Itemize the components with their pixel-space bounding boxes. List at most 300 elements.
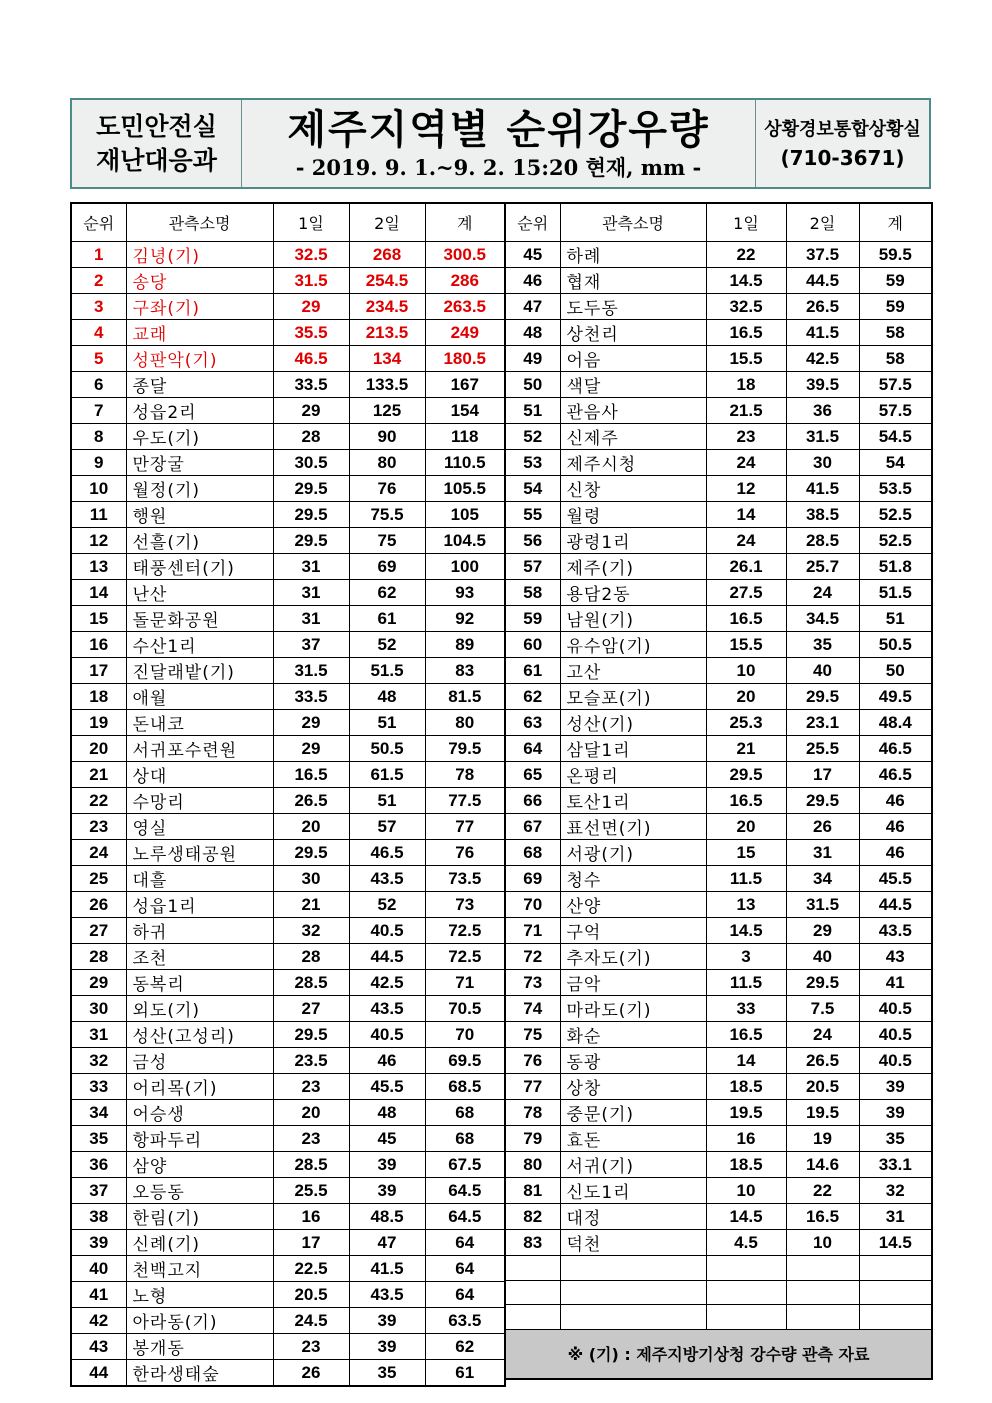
station-cell: 성판악(기) [126, 346, 273, 372]
table-row [71, 788, 505, 814]
day2-cell: 34.5 [786, 606, 859, 632]
table-row [505, 1048, 932, 1074]
station-cell: 우도(기) [126, 424, 273, 450]
empty-row [505, 1256, 932, 1281]
day1-cell: 30.5 [273, 450, 349, 476]
total-cell: 48.4 [859, 710, 932, 736]
total-cell: 49.5 [859, 684, 932, 710]
rank-cell: 77 [505, 1074, 560, 1100]
table-row [505, 1178, 932, 1204]
table-row [505, 892, 932, 918]
total-cell: 71 [425, 970, 505, 996]
day1-cell: 19.5 [706, 1100, 786, 1126]
table-row [71, 476, 505, 502]
col-day1: 1일 [273, 203, 349, 242]
day2-cell: 48 [349, 684, 425, 710]
station-cell: 외도(기) [126, 996, 273, 1022]
day1-cell: 33 [706, 996, 786, 1022]
total-cell: 61 [425, 1360, 505, 1387]
total-cell: 43.5 [859, 918, 932, 944]
total-cell: 32 [859, 1178, 932, 1204]
day2-cell: 25.7 [786, 554, 859, 580]
total-cell: 89 [425, 632, 505, 658]
station-cell: 색달 [560, 372, 706, 398]
total-cell: 64 [425, 1282, 505, 1308]
table-row [71, 762, 505, 788]
table-row [71, 554, 505, 580]
day2-cell: 62 [349, 580, 425, 606]
table-row [505, 1022, 932, 1048]
rank-cell: 81 [505, 1178, 560, 1204]
day2-cell: 46.5 [349, 840, 425, 866]
rank-cell: 9 [71, 450, 126, 476]
day2-cell: 268 [349, 242, 425, 268]
total-cell: 118 [425, 424, 505, 450]
table-row [71, 450, 505, 476]
day2-cell: 39 [349, 1178, 425, 1204]
rank-cell: 18 [71, 684, 126, 710]
station-cell: 신도1리 [560, 1178, 706, 1204]
station-cell: 제주시청 [560, 450, 706, 476]
day2-cell: 45.5 [349, 1074, 425, 1100]
rank-cell: 55 [505, 502, 560, 528]
day2-cell: 24 [786, 1022, 859, 1048]
total-cell: 64.5 [425, 1178, 505, 1204]
rank-cell: 29 [71, 970, 126, 996]
table-row [71, 528, 505, 554]
day1-cell: 16.5 [706, 1022, 786, 1048]
rank-cell: 49 [505, 346, 560, 372]
station-cell: 모슬포(기) [560, 684, 706, 710]
rank-cell: 19 [71, 710, 126, 736]
day2-cell: 14.6 [786, 1152, 859, 1178]
report-header [70, 98, 931, 189]
table-row [505, 970, 932, 996]
total-cell: 105 [425, 502, 505, 528]
total-cell: 35 [859, 1126, 932, 1152]
day2-cell: 31.5 [786, 892, 859, 918]
rank-cell: 72 [505, 944, 560, 970]
station-cell: 표선면(기) [560, 814, 706, 840]
table-row [71, 736, 505, 762]
station-cell: 한림(기) [126, 1204, 273, 1230]
empty-cell [505, 1305, 560, 1330]
day1-cell: 14 [706, 1048, 786, 1074]
station-cell: 제주(기) [560, 554, 706, 580]
day2-cell: 42.5 [786, 346, 859, 372]
table-row [505, 658, 932, 684]
org-line-1: 도민안전실 [96, 111, 217, 141]
total-cell: 51 [859, 606, 932, 632]
day2-cell: 26.5 [786, 294, 859, 320]
total-cell: 57.5 [859, 372, 932, 398]
table-row [71, 1204, 505, 1230]
day2-cell: 61 [349, 606, 425, 632]
day1-cell: 11.5 [706, 970, 786, 996]
table-row [71, 970, 505, 996]
empty-cell [786, 1280, 859, 1305]
rank-cell: 50 [505, 372, 560, 398]
col-total: 계 [859, 203, 932, 242]
rank-cell: 46 [505, 268, 560, 294]
total-cell: 77.5 [425, 788, 505, 814]
total-cell: 59.5 [859, 242, 932, 268]
day1-cell: 25.3 [706, 710, 786, 736]
day2-cell: 41.5 [349, 1256, 425, 1282]
table-row [505, 710, 932, 736]
day1-cell: 27.5 [706, 580, 786, 606]
office-phone: (710-3671) [780, 145, 905, 170]
rank-cell: 1 [71, 242, 126, 268]
station-cell: 동복리 [126, 970, 273, 996]
station-cell: 용담2동 [560, 580, 706, 606]
station-cell: 신창 [560, 476, 706, 502]
table-row [71, 1360, 505, 1387]
empty-cell [706, 1280, 786, 1305]
table-row [71, 1334, 505, 1360]
day1-cell: 29.5 [273, 528, 349, 554]
day1-cell: 26.5 [273, 788, 349, 814]
station-cell: 도두동 [560, 294, 706, 320]
day2-cell: 39.5 [786, 372, 859, 398]
rank-cell: 75 [505, 1022, 560, 1048]
table-row [71, 1230, 505, 1256]
day2-cell: 48.5 [349, 1204, 425, 1230]
table-row [505, 684, 932, 710]
day2-cell: 19.5 [786, 1100, 859, 1126]
day1-cell: 10 [706, 1178, 786, 1204]
table-row [505, 944, 932, 970]
day2-cell: 52 [349, 632, 425, 658]
total-cell: 31 [859, 1204, 932, 1230]
table-row [505, 762, 932, 788]
station-cell: 상창 [560, 1074, 706, 1100]
rank-cell: 61 [505, 658, 560, 684]
total-cell: 46 [859, 840, 932, 866]
station-cell: 어리목(기) [126, 1074, 273, 1100]
total-cell: 167 [425, 372, 505, 398]
rank-cell: 20 [71, 736, 126, 762]
total-cell: 39 [859, 1100, 932, 1126]
day1-cell: 14.5 [706, 1204, 786, 1230]
rank-cell: 63 [505, 710, 560, 736]
day1-cell: 32.5 [273, 242, 349, 268]
station-cell: 애월 [126, 684, 273, 710]
empty-cell [786, 1256, 859, 1281]
total-cell: 64 [425, 1230, 505, 1256]
station-cell: 금성 [126, 1048, 273, 1074]
day1-cell: 24 [706, 450, 786, 476]
table-row [505, 372, 932, 398]
total-cell: 51.8 [859, 554, 932, 580]
rank-cell: 76 [505, 1048, 560, 1074]
day1-cell: 13 [706, 892, 786, 918]
station-cell: 유수암(기) [560, 632, 706, 658]
total-cell: 43 [859, 944, 932, 970]
rank-cell: 36 [71, 1152, 126, 1178]
empty-cell [706, 1256, 786, 1281]
total-cell: 40.5 [859, 1048, 932, 1074]
rank-cell: 59 [505, 606, 560, 632]
day1-cell: 16.5 [706, 788, 786, 814]
total-cell: 81.5 [425, 684, 505, 710]
station-cell: 동광 [560, 1048, 706, 1074]
day1-cell: 32.5 [706, 294, 786, 320]
table-row [71, 372, 505, 398]
day1-cell: 28 [273, 944, 349, 970]
rank-cell: 74 [505, 996, 560, 1022]
table-row [71, 580, 505, 606]
table-row [71, 1256, 505, 1282]
day2-cell: 29.5 [786, 970, 859, 996]
total-cell: 73.5 [425, 866, 505, 892]
total-cell: 72.5 [425, 944, 505, 970]
day1-cell: 37 [273, 632, 349, 658]
rank-cell: 64 [505, 736, 560, 762]
day1-cell: 21 [706, 736, 786, 762]
day2-cell: 34 [786, 866, 859, 892]
day2-cell: 43.5 [349, 866, 425, 892]
total-cell: 76 [425, 840, 505, 866]
day2-cell: 57 [349, 814, 425, 840]
day1-cell: 28.5 [273, 970, 349, 996]
table-row [71, 1100, 505, 1126]
table-row [71, 944, 505, 970]
rank-cell: 32 [71, 1048, 126, 1074]
station-cell: 효돈 [560, 1126, 706, 1152]
rank-cell: 62 [505, 684, 560, 710]
station-cell: 토산1리 [560, 788, 706, 814]
day1-cell: 21 [273, 892, 349, 918]
rank-cell: 3 [71, 294, 126, 320]
table-row [71, 1022, 505, 1048]
rank-cell: 12 [71, 528, 126, 554]
rank-cell: 10 [71, 476, 126, 502]
day1-cell: 16.5 [706, 320, 786, 346]
total-cell: 40.5 [859, 996, 932, 1022]
table-row [505, 1074, 932, 1100]
day1-cell: 15 [706, 840, 786, 866]
rank-cell: 70 [505, 892, 560, 918]
day1-cell: 14.5 [706, 268, 786, 294]
day2-cell: 125 [349, 398, 425, 424]
rank-cell: 28 [71, 944, 126, 970]
empty-cell [505, 1280, 560, 1305]
station-cell: 대흘 [126, 866, 273, 892]
table-row [505, 398, 932, 424]
day2-cell: 41.5 [786, 320, 859, 346]
station-cell: 돈내코 [126, 710, 273, 736]
col-rank: 순위 [505, 203, 560, 242]
station-cell: 송당 [126, 268, 273, 294]
day2-cell: 40.5 [349, 1022, 425, 1048]
day1-cell: 18 [706, 372, 786, 398]
table-row [71, 294, 505, 320]
day2-cell: 29 [786, 918, 859, 944]
day2-cell: 31 [786, 840, 859, 866]
day1-cell: 29 [273, 398, 349, 424]
station-cell: 추자도(기) [560, 944, 706, 970]
table-row [505, 268, 932, 294]
day2-cell: 39 [349, 1308, 425, 1334]
day2-cell: 10 [786, 1230, 859, 1256]
table-row [505, 788, 932, 814]
day2-cell: 69 [349, 554, 425, 580]
rank-cell: 56 [505, 528, 560, 554]
day2-cell: 254.5 [349, 268, 425, 294]
table-row [505, 1100, 932, 1126]
total-cell: 46.5 [859, 762, 932, 788]
rank-cell: 8 [71, 424, 126, 450]
day1-cell: 15.5 [706, 632, 786, 658]
total-cell: 46.5 [859, 736, 932, 762]
day1-cell: 16.5 [706, 606, 786, 632]
day1-cell: 16 [273, 1204, 349, 1230]
rank-cell: 51 [505, 398, 560, 424]
day1-cell: 22 [706, 242, 786, 268]
table-row [505, 476, 932, 502]
table-header-row [505, 203, 932, 242]
office-box [756, 100, 929, 187]
table-row [505, 996, 932, 1022]
day1-cell: 27 [273, 996, 349, 1022]
table-row [505, 424, 932, 450]
day2-cell: 29.5 [786, 788, 859, 814]
day2-cell: 44.5 [786, 268, 859, 294]
day2-cell: 36 [786, 398, 859, 424]
day2-cell: 47 [349, 1230, 425, 1256]
day2-cell: 40 [786, 944, 859, 970]
table-row [505, 1152, 932, 1178]
day1-cell: 16.5 [273, 762, 349, 788]
total-cell: 59 [859, 268, 932, 294]
station-cell: 성읍2리 [126, 398, 273, 424]
rank-cell: 60 [505, 632, 560, 658]
rank-cell: 40 [71, 1256, 126, 1282]
total-cell: 52.5 [859, 502, 932, 528]
table-row [71, 398, 505, 424]
total-cell: 80 [425, 710, 505, 736]
table-row [505, 632, 932, 658]
day1-cell: 20 [273, 814, 349, 840]
table-row [71, 606, 505, 632]
rank-cell: 48 [505, 320, 560, 346]
station-cell: 조천 [126, 944, 273, 970]
table-row [505, 554, 932, 580]
rank-cell: 33 [71, 1074, 126, 1100]
rank-cell: 21 [71, 762, 126, 788]
rank-cell: 83 [505, 1230, 560, 1256]
table-row [71, 1308, 505, 1334]
day1-cell: 31 [273, 606, 349, 632]
col-rank: 순위 [71, 203, 126, 242]
day1-cell: 31.5 [273, 268, 349, 294]
period-subtitle: - 2019. 9. 1.~9. 2. 15:20 현재, mm - [295, 154, 702, 180]
station-cell: 하귀 [126, 918, 273, 944]
total-cell: 68 [425, 1126, 505, 1152]
rank-cell: 17 [71, 658, 126, 684]
station-cell: 하례 [560, 242, 706, 268]
rainfall-table-right [504, 202, 933, 1380]
col-station: 관측소명 [560, 203, 706, 242]
rank-cell: 45 [505, 242, 560, 268]
day2-cell: 40.5 [349, 918, 425, 944]
day2-cell: 46 [349, 1048, 425, 1074]
rank-cell: 35 [71, 1126, 126, 1152]
total-cell: 52.5 [859, 528, 932, 554]
station-cell: 어음 [560, 346, 706, 372]
day2-cell: 20.5 [786, 1074, 859, 1100]
table-row [71, 632, 505, 658]
table-header-row [71, 203, 505, 242]
day2-cell: 22 [786, 1178, 859, 1204]
station-cell: 고산 [560, 658, 706, 684]
station-cell: 마라도(기) [560, 996, 706, 1022]
day2-cell: 35 [349, 1360, 425, 1387]
day2-cell: 7.5 [786, 996, 859, 1022]
day1-cell: 18.5 [706, 1152, 786, 1178]
station-cell: 삼양 [126, 1152, 273, 1178]
page-title: 제주지역별 순위강우량 [287, 106, 710, 153]
total-cell: 50 [859, 658, 932, 684]
table-row [505, 866, 932, 892]
total-cell: 70 [425, 1022, 505, 1048]
station-cell: 신례(기) [126, 1230, 273, 1256]
day2-cell: 90 [349, 424, 425, 450]
rank-cell: 24 [71, 840, 126, 866]
day1-cell: 10 [706, 658, 786, 684]
footnote: ※ (기) : 제주지방기상청 강수량 관측 자료 [505, 1329, 932, 1379]
total-cell: 50.5 [859, 632, 932, 658]
rank-cell: 58 [505, 580, 560, 606]
day2-cell: 23.1 [786, 710, 859, 736]
day2-cell: 51 [349, 710, 425, 736]
day1-cell: 29.5 [273, 476, 349, 502]
day1-cell: 16 [706, 1126, 786, 1152]
station-cell: 성산(기) [560, 710, 706, 736]
day2-cell: 16.5 [786, 1204, 859, 1230]
table-row [71, 814, 505, 840]
empty-cell [786, 1305, 859, 1330]
day2-cell: 44.5 [349, 944, 425, 970]
rank-cell: 71 [505, 918, 560, 944]
empty-cell [859, 1280, 932, 1305]
station-cell: 봉개동 [126, 1334, 273, 1360]
total-cell: 68 [425, 1100, 505, 1126]
rank-cell: 6 [71, 372, 126, 398]
total-cell: 93 [425, 580, 505, 606]
table-row [71, 840, 505, 866]
day1-cell: 23 [273, 1074, 349, 1100]
day2-cell: 75 [349, 528, 425, 554]
rank-cell: 52 [505, 424, 560, 450]
station-cell: 서귀(기) [560, 1152, 706, 1178]
day2-cell: 48 [349, 1100, 425, 1126]
rainfall-table-left [70, 202, 506, 1387]
day2-cell: 42.5 [349, 970, 425, 996]
day1-cell: 11.5 [706, 866, 786, 892]
day2-cell: 51 [349, 788, 425, 814]
day1-cell: 31 [273, 554, 349, 580]
table-row [71, 346, 505, 372]
rank-cell: 22 [71, 788, 126, 814]
day2-cell: 43.5 [349, 1282, 425, 1308]
day1-cell: 23 [706, 424, 786, 450]
day2-cell: 50.5 [349, 736, 425, 762]
table-row [71, 1074, 505, 1100]
day1-cell: 24.5 [273, 1308, 349, 1334]
station-cell: 덕천 [560, 1230, 706, 1256]
